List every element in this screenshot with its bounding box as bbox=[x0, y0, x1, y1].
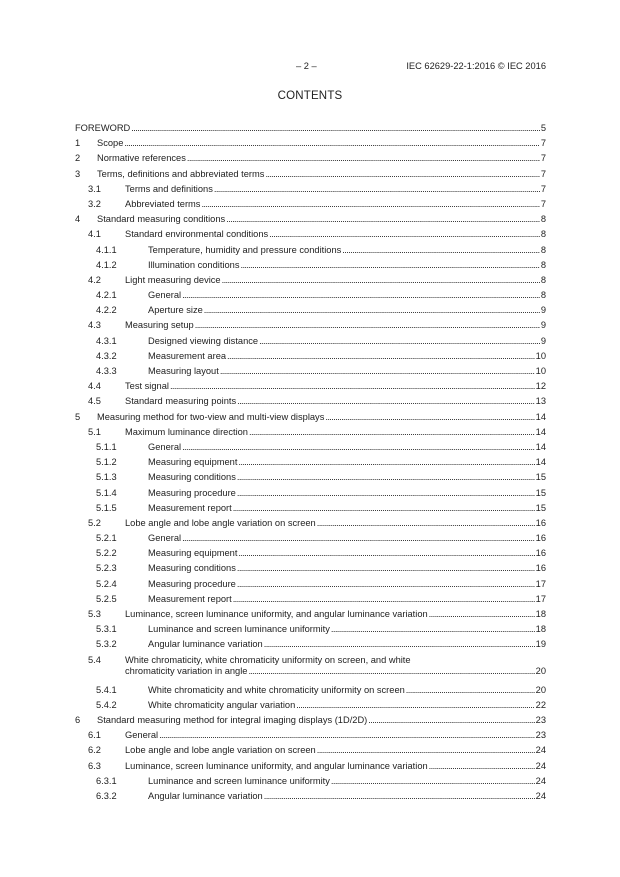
toc-entry-number: 1 bbox=[75, 138, 81, 149]
toc-entry-line bbox=[97, 412, 546, 423]
toc-entry-line bbox=[148, 305, 546, 316]
toc-entry-title: FOREWORD bbox=[75, 123, 131, 133]
page-title: CONTENTS bbox=[277, 90, 343, 102]
toc-entry-line bbox=[148, 776, 546, 787]
toc-entry-line bbox=[125, 730, 546, 741]
toc-entry-title: Measuring equipment bbox=[148, 548, 238, 559]
dot-leader bbox=[124, 138, 539, 149]
toc-entry-page: 9 bbox=[540, 335, 546, 346]
dot-leader bbox=[429, 609, 535, 620]
toc-entry-number: 6.3.2 bbox=[96, 790, 117, 801]
toc-entry[interactable] bbox=[75, 153, 546, 168]
toc-entry-title: White chromaticity and white chromaticity uniformity on screen bbox=[148, 684, 405, 695]
toc-entry-title: Measurement report bbox=[148, 593, 232, 604]
toc-entry-number: 4.3.1 bbox=[96, 335, 117, 346]
toc-entry-line bbox=[148, 791, 546, 802]
toc-entry[interactable] bbox=[75, 791, 546, 806]
toc-entry-number: 3.1 bbox=[88, 183, 101, 194]
toc-entry[interactable] bbox=[75, 715, 546, 730]
toc-entry-title: Normative references bbox=[97, 153, 186, 164]
toc-entry-number: 4.4 bbox=[88, 381, 101, 392]
toc-entry-line bbox=[148, 336, 546, 347]
toc-entry[interactable] bbox=[75, 503, 546, 518]
toc-entry-title: Designed viewing distance bbox=[148, 335, 259, 346]
toc-entry-line bbox=[125, 666, 546, 677]
dot-leader bbox=[237, 472, 535, 483]
toc-entry-page: 8 bbox=[540, 244, 546, 255]
toc-entry-number: 5.1.5 bbox=[96, 502, 117, 513]
toc-entry-page: 15 bbox=[535, 502, 546, 513]
toc-entry[interactable] bbox=[75, 351, 546, 366]
dot-leader bbox=[368, 715, 534, 726]
toc-entry-page: 20 bbox=[535, 665, 546, 676]
toc-entry-title: Luminance, screen luminance uniformity, and angular luminance variation bbox=[125, 760, 428, 771]
toc-entry-page: 22 bbox=[535, 699, 546, 710]
toc-entry[interactable] bbox=[75, 655, 546, 685]
toc-entry-number: 5.2.1 bbox=[96, 533, 117, 544]
dot-leader bbox=[240, 260, 539, 271]
toc-entry[interactable] bbox=[75, 199, 546, 214]
dot-leader bbox=[325, 412, 534, 423]
toc-entry-page: 7 bbox=[540, 168, 546, 179]
toc-entry-number: 5.1.2 bbox=[96, 457, 117, 468]
toc-entry-line bbox=[148, 579, 546, 590]
toc-entry-line bbox=[125, 184, 546, 195]
toc-entry-number: 5.2.4 bbox=[96, 578, 117, 589]
dot-leader bbox=[317, 518, 535, 529]
toc-entry[interactable] bbox=[75, 245, 546, 260]
dot-leader bbox=[429, 761, 535, 772]
toc-entry-page: 14 bbox=[535, 411, 546, 422]
toc-entry-number: 5.2.5 bbox=[96, 593, 117, 604]
dot-leader bbox=[170, 381, 535, 392]
toc-entry-page: 8 bbox=[540, 229, 546, 240]
toc-entry[interactable] bbox=[75, 381, 546, 396]
dot-leader bbox=[317, 745, 535, 756]
toc-entry-page: 19 bbox=[535, 639, 546, 650]
dot-leader bbox=[331, 776, 535, 787]
dot-leader bbox=[204, 305, 540, 316]
toc-entry-number: 5.1.4 bbox=[96, 487, 117, 498]
toc-entry-number: 3 bbox=[75, 168, 81, 179]
toc-entry[interactable] bbox=[75, 700, 546, 715]
dot-leader bbox=[182, 290, 540, 301]
toc-entry-line bbox=[125, 275, 546, 286]
toc-entry-title: Maximum luminance direction bbox=[125, 426, 248, 437]
toc-entry-page: 9 bbox=[540, 320, 546, 331]
dot-leader bbox=[406, 685, 535, 696]
toc-entry-page: 7 bbox=[540, 198, 546, 209]
toc-entry[interactable] bbox=[75, 275, 546, 290]
dot-leader bbox=[237, 579, 535, 590]
toc-entry-title: Measuring conditions bbox=[148, 472, 236, 483]
toc-entry-line bbox=[148, 503, 546, 514]
toc-entry-title: Measuring layout bbox=[148, 366, 219, 376]
toc-entry-title: Standard measuring method for integral imaging displays (1D/2D) bbox=[97, 714, 368, 725]
dot-leader bbox=[331, 624, 535, 635]
toc-entry-title: Measurement area bbox=[148, 350, 227, 361]
toc-entry-page: 8 bbox=[540, 214, 546, 225]
toc-entry-number: 5.2 bbox=[88, 517, 101, 528]
toc-entry-number: 4.3.2 bbox=[96, 350, 117, 361]
dot-leader bbox=[259, 336, 540, 347]
toc-entry[interactable] bbox=[75, 457, 546, 472]
toc-entry-title: General bbox=[148, 441, 182, 452]
toc-entry-line bbox=[125, 229, 546, 240]
toc-entry-page: 17 bbox=[535, 593, 546, 604]
dot-leader bbox=[220, 366, 535, 377]
toc-entry-page: 16 bbox=[535, 517, 546, 528]
toc-entry-number: 5.1 bbox=[88, 426, 101, 437]
toc-entry-line bbox=[125, 396, 546, 407]
toc-entry-line bbox=[125, 745, 546, 756]
toc-entry[interactable] bbox=[75, 518, 546, 533]
dot-leader bbox=[233, 594, 535, 605]
toc-entry-page: 23 bbox=[535, 714, 546, 725]
toc-entry-number: 4.2.2 bbox=[96, 305, 117, 316]
toc-entry-number: 4.1 bbox=[88, 229, 101, 240]
toc-entry-number: 4.2.1 bbox=[96, 290, 117, 301]
toc-entry-line bbox=[148, 290, 546, 301]
toc-entry-line bbox=[125, 320, 546, 331]
dot-leader bbox=[264, 639, 535, 650]
toc-entry[interactable] bbox=[75, 639, 546, 654]
toc-entry-number: 4.5 bbox=[88, 396, 101, 407]
toc-entry-title: Measuring conditions bbox=[148, 563, 236, 574]
toc-entry-page: 12 bbox=[535, 381, 546, 392]
toc-entry-line bbox=[125, 761, 546, 772]
toc-entry[interactable] bbox=[75, 366, 546, 381]
toc-entry-line bbox=[125, 518, 546, 529]
toc-entry-line bbox=[148, 685, 546, 696]
toc-entry[interactable] bbox=[75, 260, 546, 275]
toc-entry[interactable] bbox=[75, 624, 546, 639]
toc-entry-title: Luminance and screen luminance uniformity bbox=[148, 775, 330, 786]
dot-leader bbox=[201, 199, 539, 210]
toc-entry-number: 5 bbox=[75, 411, 81, 422]
toc-entry-number: 5.2.3 bbox=[96, 563, 117, 574]
toc-entry-line bbox=[148, 260, 546, 271]
dot-leader bbox=[237, 563, 535, 574]
toc-entry[interactable] bbox=[75, 594, 546, 609]
toc-entry-line bbox=[148, 533, 546, 544]
toc-entry-line bbox=[97, 138, 546, 149]
toc-entry-line bbox=[97, 169, 546, 180]
toc-entry-page: 9 bbox=[540, 305, 546, 316]
toc-entry-title: Measuring equipment bbox=[148, 457, 238, 468]
toc-entry-page: 7 bbox=[540, 183, 546, 194]
toc-entry-title: General bbox=[148, 533, 182, 544]
toc-entry[interactable] bbox=[75, 442, 546, 457]
toc-entry-page: 24 bbox=[535, 745, 546, 756]
toc-entry[interactable] bbox=[75, 336, 546, 351]
toc-entry[interactable] bbox=[75, 412, 546, 427]
toc-entry-page: 10 bbox=[535, 366, 546, 376]
toc-entry-title: Terms, definitions and abbreviated terms bbox=[97, 168, 265, 179]
toc-entry[interactable] bbox=[75, 305, 546, 320]
toc-entry-number: 6.3.1 bbox=[96, 775, 117, 786]
toc-entry-number: 5.1.3 bbox=[96, 472, 117, 483]
toc-entry-page: 5 bbox=[540, 123, 546, 133]
toc-entry-title: Measuring procedure bbox=[148, 578, 236, 589]
dot-leader bbox=[195, 320, 540, 331]
toc-entry-line bbox=[148, 624, 546, 635]
toc-entry-number: 4.2 bbox=[88, 274, 101, 285]
toc-entry-page: 13 bbox=[535, 396, 546, 407]
toc-entry[interactable] bbox=[75, 229, 546, 244]
toc-entry-number: 6 bbox=[75, 714, 81, 725]
toc-entry-number: 2 bbox=[75, 153, 81, 164]
toc-entry-line bbox=[148, 563, 546, 574]
toc-entry-line bbox=[125, 609, 546, 620]
toc-entry[interactable] bbox=[75, 488, 546, 503]
toc-entry-title: General bbox=[125, 730, 159, 741]
toc-entry-title: General bbox=[148, 290, 182, 301]
toc-entry-line bbox=[97, 214, 546, 225]
dot-leader bbox=[264, 791, 535, 802]
toc-entry[interactable] bbox=[75, 609, 546, 624]
toc-entry-line bbox=[125, 427, 546, 438]
dot-leader bbox=[238, 548, 534, 559]
dot-leader bbox=[182, 442, 535, 453]
dot-leader bbox=[131, 123, 540, 134]
toc-entry-line bbox=[148, 366, 546, 377]
toc-entry-page: 24 bbox=[535, 775, 546, 786]
toc-entry-page: 7 bbox=[540, 138, 546, 149]
page-number: – 2 – bbox=[296, 61, 317, 71]
toc-entry[interactable] bbox=[75, 563, 546, 578]
toc-entry[interactable] bbox=[75, 685, 546, 700]
toc-entry-page: 14 bbox=[535, 426, 546, 437]
dot-leader bbox=[226, 214, 540, 225]
toc-entry-number: 4.3 bbox=[88, 320, 101, 331]
toc-entry-line bbox=[148, 245, 546, 256]
page-header bbox=[0, 61, 620, 75]
toc-entry-title: Terms and definitions bbox=[125, 183, 213, 194]
toc-entry-title: Standard measuring points bbox=[125, 396, 237, 407]
toc-entry[interactable] bbox=[75, 184, 546, 199]
dot-leader bbox=[214, 184, 540, 195]
toc-entry-title: Light measuring device bbox=[125, 274, 221, 285]
toc-entry-title: Standard environmental conditions bbox=[125, 229, 269, 240]
dot-leader bbox=[238, 457, 534, 468]
toc-entry-number: 5.1.1 bbox=[96, 441, 117, 452]
toc-entry-title: Abbreviated terms bbox=[125, 198, 201, 209]
toc-entry-line bbox=[148, 594, 546, 605]
toc-entry-page: 14 bbox=[535, 457, 546, 468]
toc-entry-line bbox=[148, 457, 546, 468]
toc-entry[interactable] bbox=[75, 533, 546, 548]
toc-entry-line bbox=[148, 639, 546, 650]
dot-leader bbox=[237, 488, 535, 499]
toc-entry-line bbox=[148, 472, 546, 483]
toc-entry-page: 14 bbox=[535, 441, 546, 452]
toc-entry-title: Luminance and screen luminance uniformity bbox=[148, 624, 330, 635]
dot-leader bbox=[249, 427, 535, 438]
toc-entry[interactable] bbox=[75, 138, 546, 153]
toc-entry-title: Angular luminance variation bbox=[148, 639, 263, 650]
toc-entry-page: 8 bbox=[540, 259, 546, 270]
toc-entry[interactable] bbox=[75, 427, 546, 442]
toc-entry-page: 16 bbox=[535, 563, 546, 574]
toc-entry-number: 5.4.2 bbox=[96, 699, 117, 710]
toc-entry-title: Temperature, humidity and pressure conditions bbox=[148, 244, 342, 255]
toc-entry[interactable] bbox=[75, 320, 546, 335]
toc-entry[interactable] bbox=[75, 472, 546, 487]
toc-entry-number: 5.3.2 bbox=[96, 639, 117, 650]
toc-entry-number: 5.3.1 bbox=[96, 624, 117, 635]
toc-entry-line bbox=[125, 199, 546, 210]
toc-entry[interactable] bbox=[75, 745, 546, 760]
toc-entry-page: 7 bbox=[540, 153, 546, 164]
toc-entry-title: Measuring method for two-view and multi-view displays bbox=[97, 411, 325, 422]
toc-entry-line bbox=[97, 715, 546, 726]
dot-leader bbox=[159, 730, 535, 741]
toc-entry[interactable] bbox=[75, 776, 546, 791]
toc-entry-number: 4.1.1 bbox=[96, 244, 117, 255]
toc-entry-page: 16 bbox=[535, 548, 546, 559]
toc-entry[interactable] bbox=[75, 214, 546, 229]
toc-entry[interactable] bbox=[75, 730, 546, 745]
toc-entry[interactable] bbox=[75, 169, 546, 184]
toc-entry-number: 6.1 bbox=[88, 730, 101, 741]
toc-entry-line bbox=[148, 700, 546, 711]
toc-entry-number: 5.2.2 bbox=[96, 548, 117, 559]
toc-entry-line bbox=[125, 381, 546, 392]
toc-entry-number: 5.4.1 bbox=[96, 684, 117, 695]
toc-entry-page: 15 bbox=[535, 472, 546, 483]
toc-entry[interactable] bbox=[75, 548, 546, 563]
toc-entry[interactable] bbox=[75, 123, 546, 138]
toc-entry-title: Angular luminance variation bbox=[148, 790, 263, 801]
toc-entry-line bbox=[148, 351, 546, 362]
toc-entry-page: 10 bbox=[535, 350, 546, 361]
toc-entry-number: 4.3.3 bbox=[96, 366, 117, 376]
toc-entry-title: chromaticity variation in angle bbox=[125, 665, 248, 676]
toc-entry[interactable] bbox=[75, 290, 546, 305]
toc-entry-title: Scope bbox=[97, 138, 124, 149]
toc-entry-title: Measurement report bbox=[148, 502, 232, 513]
toc-entry-title: Measuring procedure bbox=[148, 487, 236, 498]
toc-entry-page: 23 bbox=[535, 730, 546, 741]
table-of-contents bbox=[75, 123, 546, 806]
toc-entry-title: Luminance, screen luminance uniformity, and angular luminance variation bbox=[125, 609, 428, 619]
toc-entry-title: White chromaticity angular variation bbox=[148, 699, 296, 710]
toc-entry-number: 4.1.2 bbox=[96, 259, 117, 270]
toc-entry-page: 20 bbox=[535, 684, 546, 695]
toc-entry[interactable] bbox=[75, 396, 546, 411]
toc-entry-title: Lobe angle and lobe angle variation on screen bbox=[125, 745, 316, 756]
toc-entry-title: Illumination conditions bbox=[148, 259, 240, 270]
toc-entry-number: 6.3 bbox=[88, 760, 101, 771]
toc-entry-page: 24 bbox=[535, 790, 546, 801]
toc-entry-number: 5.4 bbox=[88, 654, 101, 665]
dot-leader bbox=[296, 700, 534, 711]
dot-leader bbox=[187, 153, 540, 164]
toc-entry-page: 18 bbox=[535, 624, 546, 635]
toc-entry[interactable] bbox=[75, 579, 546, 594]
toc-entry-title: Measuring setup bbox=[125, 320, 194, 331]
toc-entry-page: 16 bbox=[535, 533, 546, 544]
toc-entry-line bbox=[148, 442, 546, 453]
toc-entry-page: 24 bbox=[535, 760, 546, 771]
toc-entry-line bbox=[75, 123, 546, 134]
dot-leader bbox=[248, 666, 534, 677]
toc-entry-title: Lobe angle and lobe angle variation on screen bbox=[125, 517, 316, 528]
toc-entry-number: 5.3 bbox=[88, 609, 101, 619]
toc-entry-page: 15 bbox=[535, 487, 546, 498]
toc-entry-title: Aperture size bbox=[148, 305, 203, 316]
toc-entry-line bbox=[148, 548, 546, 559]
toc-entry-page: 8 bbox=[540, 290, 546, 301]
dot-leader bbox=[222, 275, 540, 286]
toc-entry-title-line1: White chromaticity, white chromaticity uniformity on screen, and white bbox=[125, 654, 411, 665]
toc-entry-page: 17 bbox=[535, 578, 546, 589]
toc-entry-number: 6.2 bbox=[88, 745, 101, 756]
toc-entry[interactable] bbox=[75, 761, 546, 776]
toc-entry-number: 4 bbox=[75, 214, 81, 225]
dot-leader bbox=[182, 533, 535, 544]
toc-entry-number: 3.2 bbox=[88, 198, 101, 209]
dot-leader bbox=[269, 229, 540, 240]
toc-entry-title: Test signal bbox=[125, 381, 169, 392]
dot-leader bbox=[227, 351, 535, 362]
dot-leader bbox=[342, 245, 540, 256]
toc-entry-line bbox=[148, 488, 546, 499]
toc-entry-page: 8 bbox=[540, 274, 546, 285]
toc-entry-page: 18 bbox=[535, 609, 546, 619]
toc-entry-title: Standard measuring conditions bbox=[97, 214, 226, 225]
dot-leader bbox=[233, 503, 535, 514]
toc-entry-line bbox=[97, 153, 546, 164]
dot-leader bbox=[237, 396, 535, 407]
dot-leader bbox=[265, 169, 539, 180]
standard-reference: IEC 62629-22-1:2016 © IEC 2016 bbox=[406, 61, 546, 71]
